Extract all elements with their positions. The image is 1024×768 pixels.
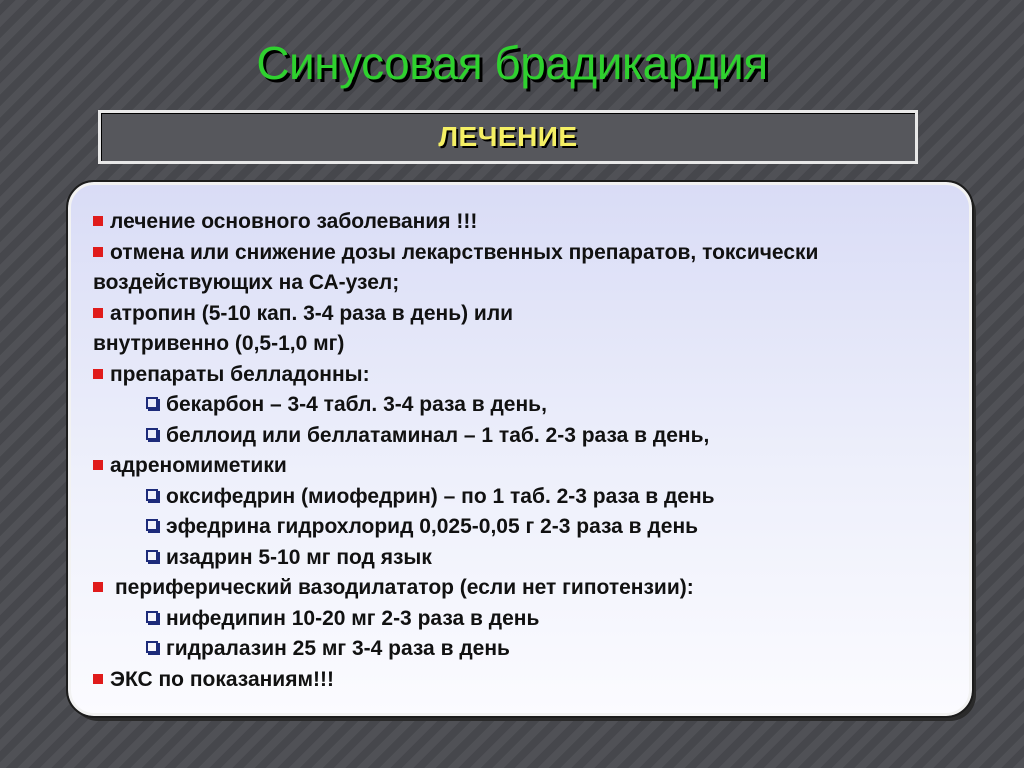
slide-title: Синусовая брадикардия: [256, 37, 768, 89]
red-square-bullet-icon: [93, 460, 103, 470]
list-subitem: [93, 390, 953, 421]
section-header-box: [98, 110, 918, 164]
checkbox-bullet-icon: [146, 550, 158, 562]
red-square-bullet-icon: [93, 369, 103, 379]
red-square-bullet-icon: [93, 216, 103, 226]
list-item-text: ЭКС по показаниям!!!: [110, 667, 334, 691]
checkbox-bullet-icon: [146, 611, 158, 623]
list-item: [93, 360, 953, 391]
red-square-bullet-icon: [93, 674, 103, 684]
list-subitem-text: изадрин 5-10 мг под язык: [166, 545, 432, 569]
list-subitem-text: оксифедрин (миофедрин) – по 1 таб. 2-3 раза в день: [166, 484, 715, 508]
list-subitem: [93, 604, 953, 635]
list-item-text: отмена или снижение дозы лекарственных препаратов, токсически воздействующих на СА-узел;: [93, 240, 819, 294]
list-item: [93, 451, 953, 482]
list-item: [93, 207, 953, 238]
red-square-bullet-icon: [93, 247, 103, 257]
list-subitem-text: гидралазин 25 мг 3-4 раза в день: [166, 637, 510, 660]
list-item-text: препараты белладонны:: [110, 362, 370, 386]
checkbox-bullet-icon: [146, 489, 158, 501]
list-subitem: [93, 543, 953, 574]
checkbox-bullet-icon: [146, 397, 158, 409]
list-subitem-text: беллоид или беллатаминал – 1 таб. 2-3 раза в день,: [166, 423, 710, 447]
list-subitem: [93, 512, 953, 543]
checkbox-bullet-icon: [146, 519, 158, 531]
list-item-text: адреномиметики: [110, 454, 287, 477]
list-item: [93, 299, 953, 360]
list-item: [93, 573, 953, 604]
section-header-label: ЛЕЧЕНИЕ: [438, 121, 578, 152]
list-item-text: лечение основного заболевания !!!: [110, 210, 478, 233]
red-square-bullet-icon: [93, 582, 103, 592]
checkbox-bullet-icon: [146, 641, 158, 653]
treatment-list: [93, 207, 953, 695]
list-subitem: [93, 482, 953, 513]
checkbox-bullet-icon: [146, 428, 158, 440]
list-subitem: [93, 421, 953, 452]
list-subitem: [93, 634, 953, 665]
list-subitem-text: бекарбон – 3-4 табл. 3-4 раза в день,: [166, 393, 547, 416]
list-item-text: атропин (5-10 кап. 3-4 раза в день) или внутривенно (0,5-1,0 мг): [93, 301, 514, 355]
list-subitem-text: эфедрина гидрохлорид 0,025-0,05 г 2-3 раза в день: [166, 515, 699, 538]
list-item: [93, 665, 953, 696]
list-item: [93, 238, 953, 299]
list-item-text: периферический вазодилататор (если нет гипотензии):: [115, 576, 694, 599]
list-subitem-text: нифедипин 10-20 мг 2-3 раза в день: [166, 606, 540, 630]
content-panel: [68, 182, 972, 716]
red-square-bullet-icon: [93, 308, 103, 318]
